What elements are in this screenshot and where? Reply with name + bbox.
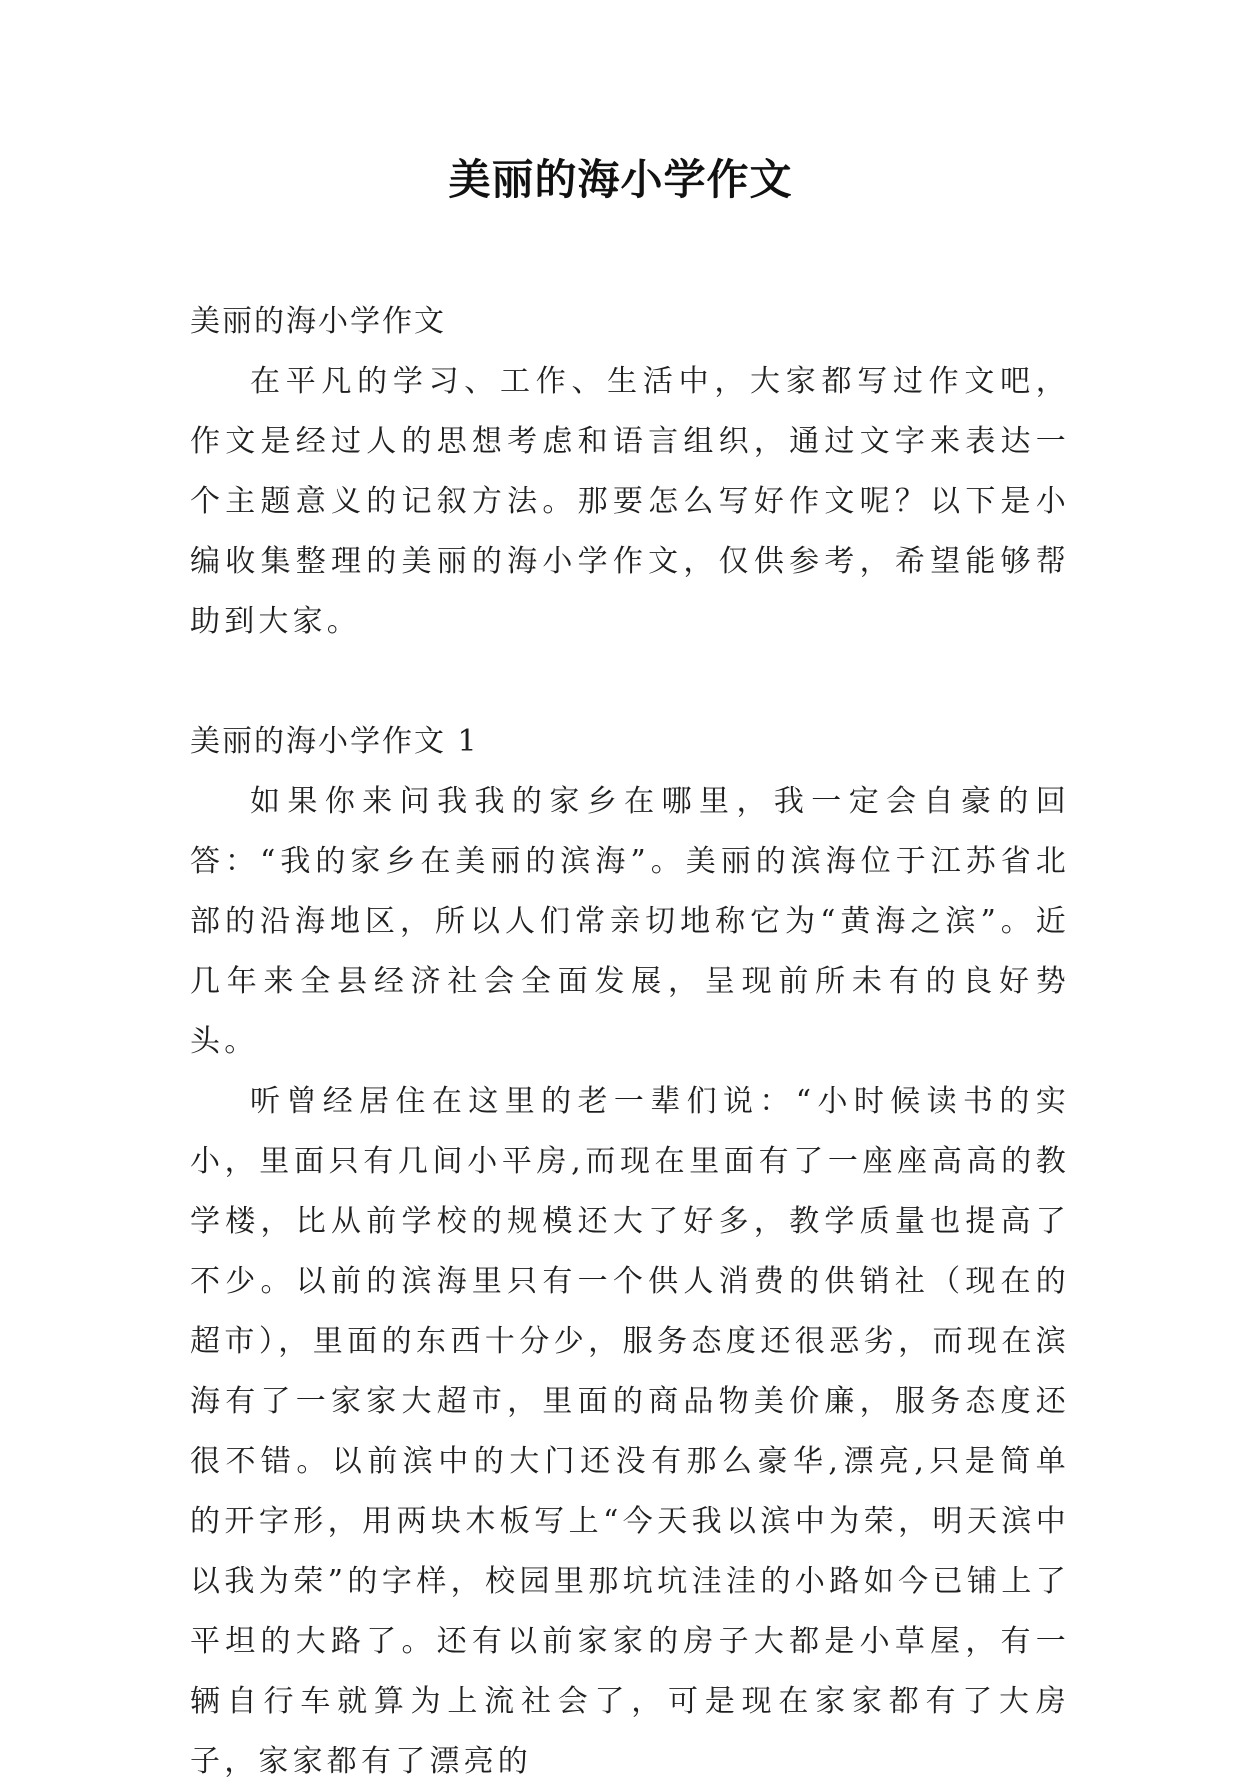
section-heading: 美丽的海小学作文 1 [190, 724, 479, 759]
section-spacer [190, 652, 1070, 712]
section-paragraph: 如果你来问我我的家乡在哪里，我一定会自豪的回答：“我的家乡在美丽的滨海”。美丽的滨海位于江苏省北部的沿海地区，所以人们常亲切地称它为“黄海之滨”。近几年来全县经济社会全面发展，呈现前所未有的良好势头。 [190, 784, 1070, 1059]
document-body [190, 292, 1070, 1792]
section-paragraph: 听曾经居住在这里的老一辈们说：“小时候读书的实小，里面只有几间小平房,而现在里面有了一座座高高的教学楼，比从前学校的规模还大了好多，教学质量也提高了不少。以前的滨海里只有一个供人消费的供销社（现在的超市），里面的东西十分少，服务态度还很恶劣，而现在滨海有了一家家大超市，里面的商品物美价廉，服务态度还很不错。以前滨中的大门还没有那么豪华,漂亮,只是简单的开字形，用两块木板写上“今天我以滨中为荣，明天滨中以我为荣”的字样，校园里那坑坑洼洼的小路如今已铺上了平坦的大路了。还有以前家家的房子大都是小草屋，有一辆自行车就算为上流社会了，可是现在家家都有了大房子，家家都有了漂亮的 [190, 1084, 1070, 1779]
intro-paragraph: 在平凡的学习、工作、生活中，大家都写过作文吧，作文是经过人的思想考虑和语言组织，通过文字来表达一个主题意义的记叙方法。那要怎么写好作文呢？以下是小编收集整理的美丽的海小学作文，仅供参考，希望能够帮助到大家。 [190, 364, 1070, 639]
document-title: 美丽的海小学作文 [448, 155, 793, 204]
document-subtitle: 美丽的海小学作文 [190, 304, 446, 339]
